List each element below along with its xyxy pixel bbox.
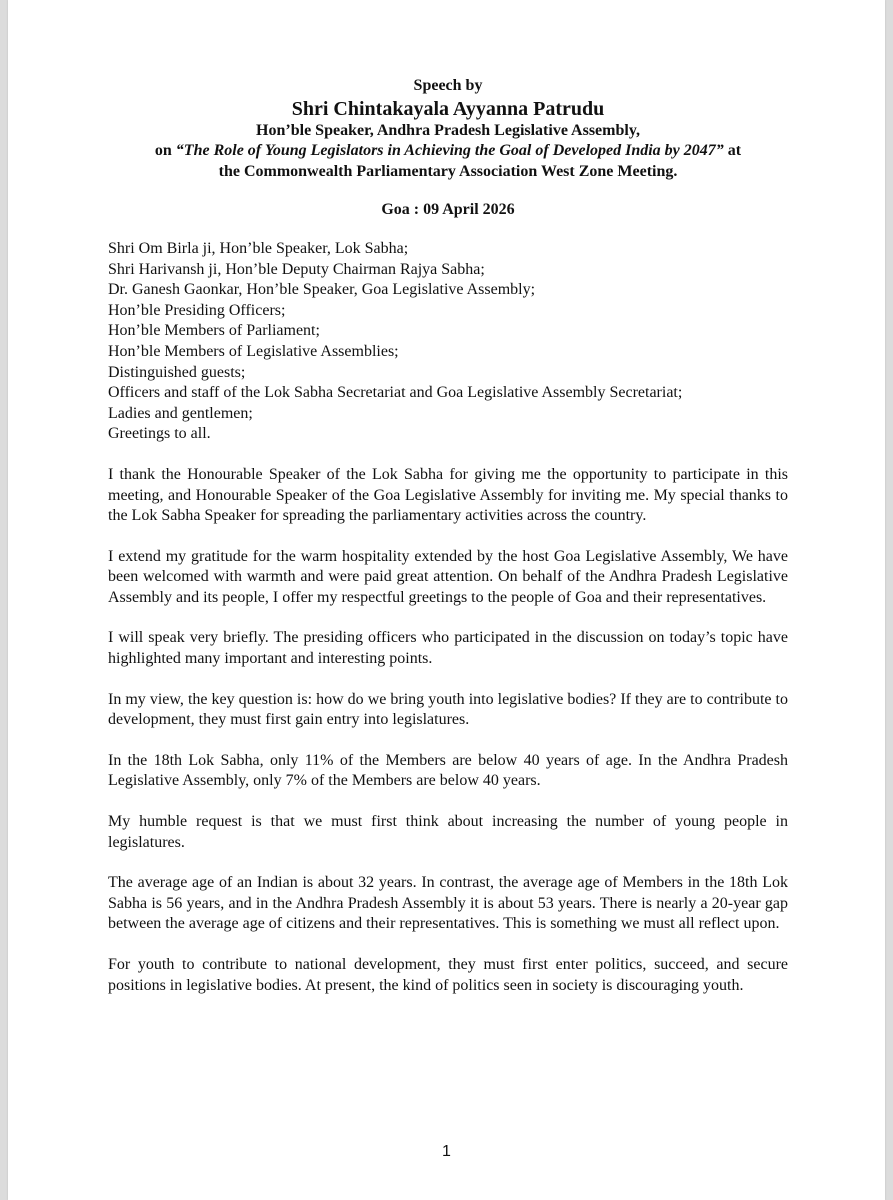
speech-header bbox=[108, 76, 788, 182]
body-paragraph: The average age of an Indian is about 32 years. In contrast, the average age of Members in the 18th Lok Sabha is 56 years, and in the Andhra Pradesh Assembly it is about 53 years. There is nearly a 20-year gap between the average age of citizens and their representatives. This is something we must all reflect upon. bbox=[108, 874, 788, 933]
speech-topic bbox=[108, 141, 788, 162]
salutation-line: Officers and staff of the Lok Sabha Secretariat and Goa Legislative Assembly Secretariat; bbox=[108, 384, 683, 402]
salutation-line: Hon’ble Members of Legislative Assemblies; bbox=[108, 342, 399, 360]
topic-suffix: at bbox=[723, 142, 742, 160]
body-paragraph: In my view, the key question is: how do we bring youth into legislative bodies? If they are to contribute to development, they must first gain entry into legislatures. bbox=[108, 690, 788, 729]
body-paragraph: For youth to contribute to national development, they must first enter politics, succeed, and secure positions in legislative bodies. At present, the kind of politics seen in society is discouraging youth. bbox=[108, 956, 788, 994]
speaker-name: Shri Chintakayala Ayyanna Patrudu bbox=[291, 97, 605, 120]
speech-by-label: Speech by bbox=[413, 77, 483, 94]
page-number: 1 bbox=[442, 1143, 451, 1160]
body-paragraph: My humble request is that we must first think about increasing the number of young people in legislatures. bbox=[108, 813, 788, 851]
body-paragraph: I thank the Honourable Speaker of the Lok Sabha for giving me the opportunity to participate in this meeting, and Honourable Speaker of the Goa Legislative Assembly for inviting me. My special thanks to the Lok Sabha Speaker for spreading the parliamentary activities across the country. bbox=[108, 465, 788, 525]
salutation-line: Shri Harivansh ji, Hon’ble Deputy Chairman Rajya Sabha; bbox=[108, 260, 485, 278]
salutation-line: Hon’ble Presiding Officers; bbox=[108, 301, 286, 319]
body-paragraph: In the 18th Lok Sabha, only 11% of the Members are below 40 years of age. In the Andhra Pradesh Legislative Assembly, only 7% of the Members are below 40 years. bbox=[108, 751, 788, 790]
salutation-line: Hon’ble Members of Parliament; bbox=[108, 322, 320, 340]
topic-prefix: on bbox=[154, 142, 176, 160]
body-paragraph: I extend my gratitude for the warm hospitality extended by the host Goa Legislative Assembly, We have been welcomed with warmth and were paid great attention. On behalf of the Andhra Pradesh Legislative Assembly and its people, I offer my respectful greetings to the people of Goa and their representatives. bbox=[108, 547, 788, 606]
salutation-list bbox=[108, 239, 788, 445]
salutation-line: Shri Om Birla ji, Hon’ble Speaker, Lok Sabha; bbox=[108, 239, 409, 257]
salutation-line: Distinguished guests; bbox=[108, 363, 246, 381]
document-page bbox=[8, 0, 885, 1200]
speech-date: Goa : 09 April 2026 bbox=[381, 201, 515, 219]
salutation-line: Ladies and gentlemen; bbox=[108, 404, 253, 422]
topic-title: “The Role of Young Legislators in Achieving the Goal of Developed India by 2047” bbox=[175, 142, 724, 160]
speaker-title: Hon’ble Speaker, Andhra Pradesh Legislative Assembly, bbox=[256, 121, 640, 139]
body-paragraph: I will speak very briefly. The presiding officers who participated in the discussion on today’s topic have highlighted many important and interesting points. bbox=[108, 629, 788, 668]
salutation-line: Greetings to all. bbox=[108, 425, 211, 443]
event-name: the Commonwealth Parliamentary Association West Zone Meeting. bbox=[218, 162, 678, 180]
salutation-line: Dr. Ganesh Gaonkar, Hon’ble Speaker, Goa Legislative Assembly; bbox=[108, 281, 536, 299]
document-body bbox=[108, 76, 788, 1016]
